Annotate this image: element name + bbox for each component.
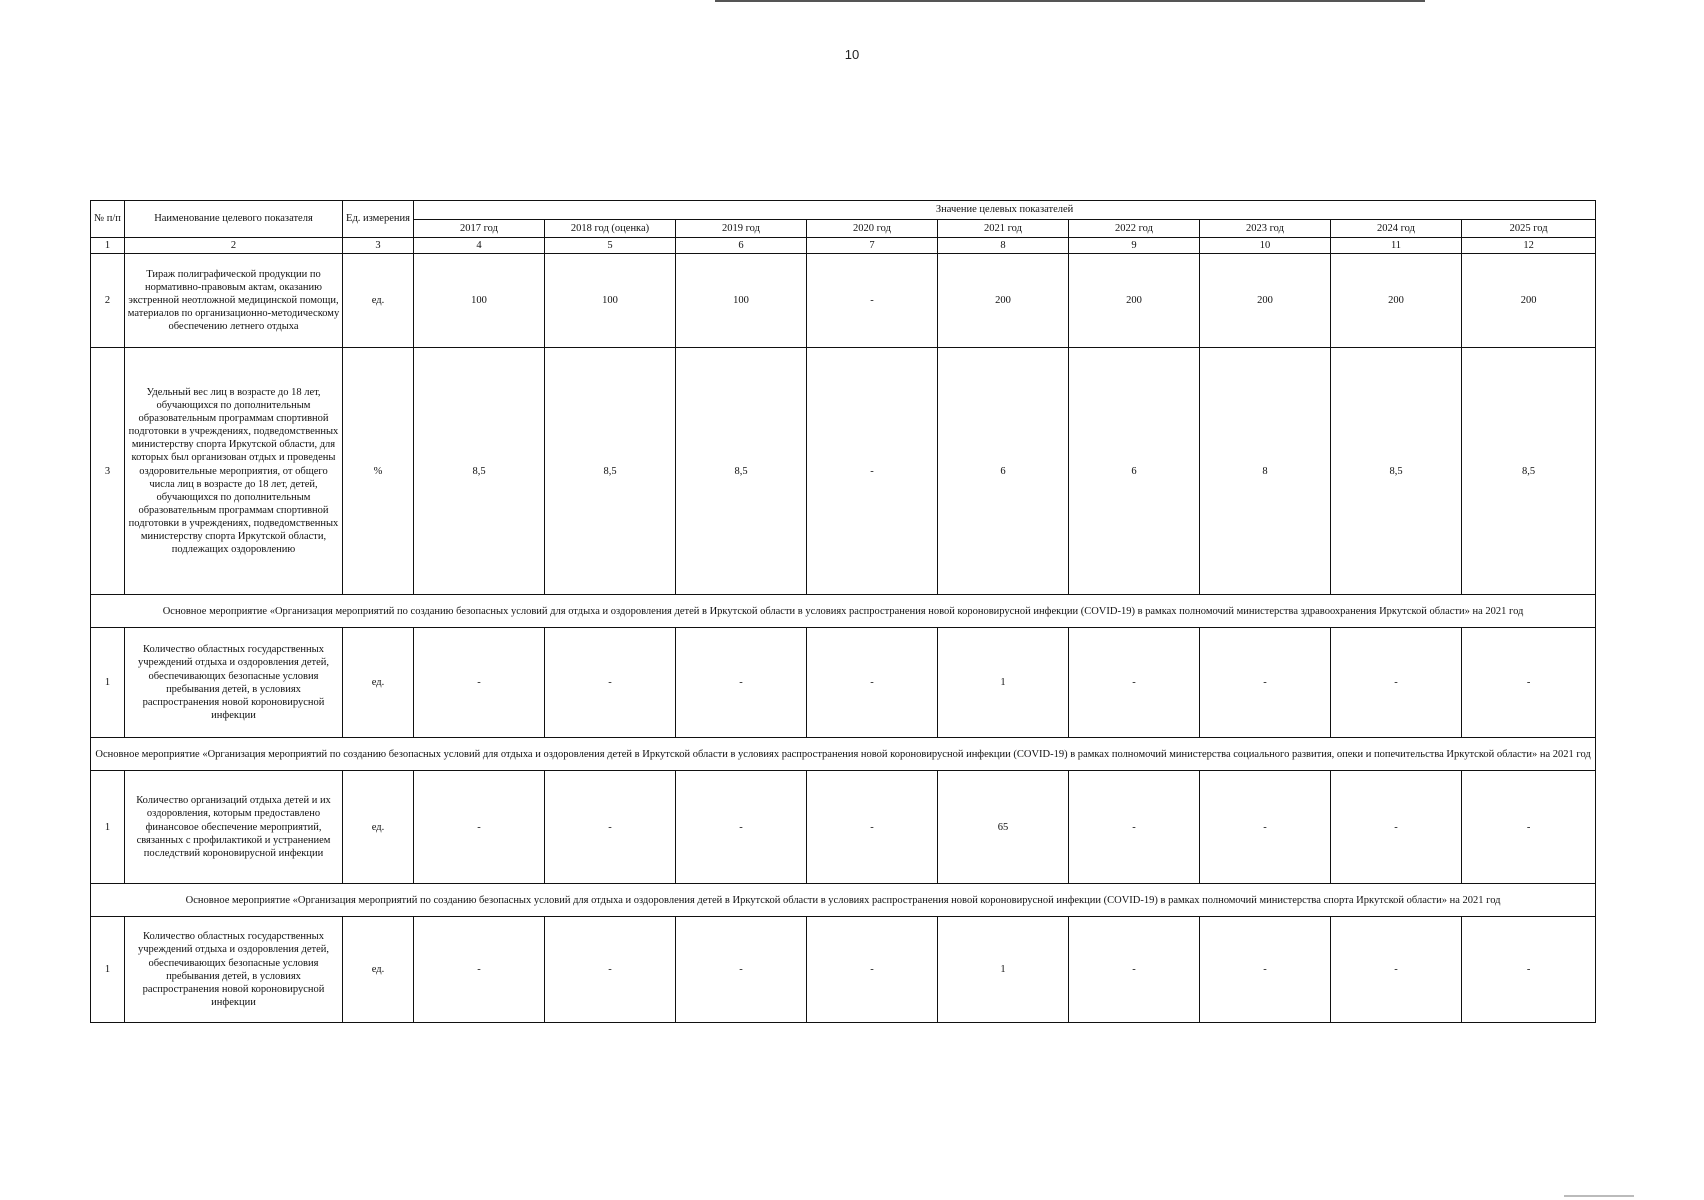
column-numbers-row: [91, 238, 1596, 254]
row-num: 1: [91, 917, 125, 1023]
header-year: 2017 год: [414, 220, 545, 238]
indicator-value: -: [676, 917, 807, 1023]
top-border-line: [715, 0, 1425, 2]
indicator-name: Количество областных государственных учреждений отдыха и оздоровления детей, обеспечивающих безопасные условия пребывания детей, в условиях распространения новой короновирусной инфекции: [125, 917, 343, 1023]
column-number: 1: [91, 238, 125, 254]
header-year: 2023 год: [1200, 220, 1331, 238]
section-row: [91, 884, 1596, 917]
row-num: 2: [91, 254, 125, 348]
indicator-value: -: [414, 917, 545, 1023]
header-year: 2024 год: [1331, 220, 1462, 238]
indicator-value: 8,5: [676, 348, 807, 595]
indicator-value: 8,5: [414, 348, 545, 595]
page-number: 10: [844, 47, 860, 62]
header-year: 2018 год (оценка): [545, 220, 676, 238]
indicator-name: Количество организаций отдыха детей и их оздоровления, которым предоставлено финансовое обеспечение мероприятий, связанных с профилактикой и устранением последствий короновирусной инфекции: [125, 771, 343, 884]
indicator-name: Удельный вес лиц в возрасте до 18 лет, обучающихся по дополнительным образовательным программам спортивной подготовки в учреждениях, подведомственных министерству спорта Иркутской области, для которых был организован отдых и проведены оздоровительные мероприятия, от общего числа лиц в возрасте до 18 лет, детей, обучающихся по дополнительным образовательным программам спортивной подготовки в учреждениях, подведомственных министерству спорта Иркутской области, подлежащих оздоровлению: [125, 348, 343, 595]
indicator-value: -: [545, 771, 676, 884]
indicator-value: -: [1331, 628, 1462, 738]
header-year: 2021 год: [938, 220, 1069, 238]
header-year: 2019 год: [676, 220, 807, 238]
indicator-value: -: [545, 628, 676, 738]
indicator-value: -: [1069, 917, 1200, 1023]
indicator-value: 6: [938, 348, 1069, 595]
header-num: № п/п: [91, 201, 125, 238]
indicator-value: 1: [938, 628, 1069, 738]
section-title: Основное мероприятие «Организация мероприятий по созданию безопасных условий для отдыха и оздоровления детей в Иркутской области в условиях распространения новой короновирусной инфекции (COVID-19) в рамках полномочий министерства социального развития, опеки и попечительства Иркутской области» на 2021 год: [91, 738, 1596, 771]
column-number: 9: [1069, 238, 1200, 254]
indicator-unit: ед.: [343, 254, 414, 348]
indicator-value: -: [807, 771, 938, 884]
indicator-value: 200: [1462, 254, 1596, 348]
indicator-unit: ед.: [343, 917, 414, 1023]
column-number: 2: [125, 238, 343, 254]
indicator-value: -: [414, 628, 545, 738]
indicator-value: -: [1462, 917, 1596, 1023]
column-number: 3: [343, 238, 414, 254]
indicator-value: 100: [414, 254, 545, 348]
column-number: 7: [807, 238, 938, 254]
indicator-value: -: [1200, 628, 1331, 738]
header-year: 2022 год: [1069, 220, 1200, 238]
section-row: [91, 738, 1596, 771]
indicator-value: -: [1069, 628, 1200, 738]
indicator-value: 200: [1331, 254, 1462, 348]
indicator-value: 100: [676, 254, 807, 348]
indicator-name: Количество областных государственных учреждений отдыха и оздоровления детей, обеспечивающих безопасные условия пребывания детей, в условиях распространения новой короновирусной инфекции: [125, 628, 343, 738]
indicator-value: 8: [1200, 348, 1331, 595]
scan-edge-mark: [1564, 1195, 1634, 1197]
column-number: 4: [414, 238, 545, 254]
row-num: 1: [91, 628, 125, 738]
table-row: [91, 771, 1596, 884]
indicator-value: -: [545, 917, 676, 1023]
section-row: [91, 595, 1596, 628]
row-num: 3: [91, 348, 125, 595]
header-name: Наименование целевого показателя: [125, 201, 343, 238]
column-number: 8: [938, 238, 1069, 254]
indicator-value: 200: [938, 254, 1069, 348]
header-year: 2020 год: [807, 220, 938, 238]
column-number: 11: [1331, 238, 1462, 254]
column-number: 10: [1200, 238, 1331, 254]
indicator-value: 200: [1200, 254, 1331, 348]
column-number: 5: [545, 238, 676, 254]
indicator-value: 200: [1069, 254, 1200, 348]
header-year: 2025 год: [1462, 220, 1596, 238]
section-title: Основное мероприятие «Организация мероприятий по созданию безопасных условий для отдыха и оздоровления детей в Иркутской области в условиях распространения новой короновирусной инфекции (COVID-19) в рамках полномочий министерства спорта Иркутской области» на 2021 год: [91, 884, 1596, 917]
indicator-value: -: [1462, 628, 1596, 738]
indicator-value: -: [1462, 771, 1596, 884]
indicator-unit: ед.: [343, 771, 414, 884]
indicator-value: -: [1200, 771, 1331, 884]
row-num: 1: [91, 771, 125, 884]
header-values-group: Значение целевых показателей: [414, 201, 1596, 220]
indicator-value: -: [676, 628, 807, 738]
indicator-value: -: [414, 771, 545, 884]
indicator-value: 8,5: [1331, 348, 1462, 595]
header-row: [91, 201, 1596, 220]
indicator-value: 8,5: [1462, 348, 1596, 595]
table-row: [91, 917, 1596, 1023]
indicator-name: Тираж полиграфической продукции по нормативно-правовым актам, оказанию экстренной неотложной медицинской помощи, материалов по организационно-методическому обеспечению летнего отдыха: [125, 254, 343, 348]
target-indicators-table: [90, 200, 1596, 1023]
indicator-value: -: [1069, 771, 1200, 884]
header-unit: Ед. измерения: [343, 201, 414, 238]
indicator-value: -: [807, 254, 938, 348]
indicator-value: 65: [938, 771, 1069, 884]
column-number: 6: [676, 238, 807, 254]
indicator-value: 6: [1069, 348, 1200, 595]
indicator-value: -: [807, 628, 938, 738]
indicator-value: -: [807, 917, 938, 1023]
table-row: [91, 628, 1596, 738]
table-row: [91, 348, 1596, 595]
section-title: Основное мероприятие «Организация мероприятий по созданию безопасных условий для отдыха и оздоровления детей в Иркутской области в условиях распространения новой короновирусной инфекции (COVID-19) в рамках полномочий министерства здравоохранения Иркутской области» на 2021 год: [91, 595, 1596, 628]
indicator-value: -: [676, 771, 807, 884]
table-row: [91, 254, 1596, 348]
indicator-value: 100: [545, 254, 676, 348]
indicator-value: -: [807, 348, 938, 595]
indicator-value: 8,5: [545, 348, 676, 595]
indicator-value: 1: [938, 917, 1069, 1023]
indicator-value: -: [1331, 771, 1462, 884]
indicator-value: -: [1331, 917, 1462, 1023]
indicator-unit: ед.: [343, 628, 414, 738]
column-number: 12: [1462, 238, 1596, 254]
indicator-unit: %: [343, 348, 414, 595]
indicator-value: -: [1200, 917, 1331, 1023]
